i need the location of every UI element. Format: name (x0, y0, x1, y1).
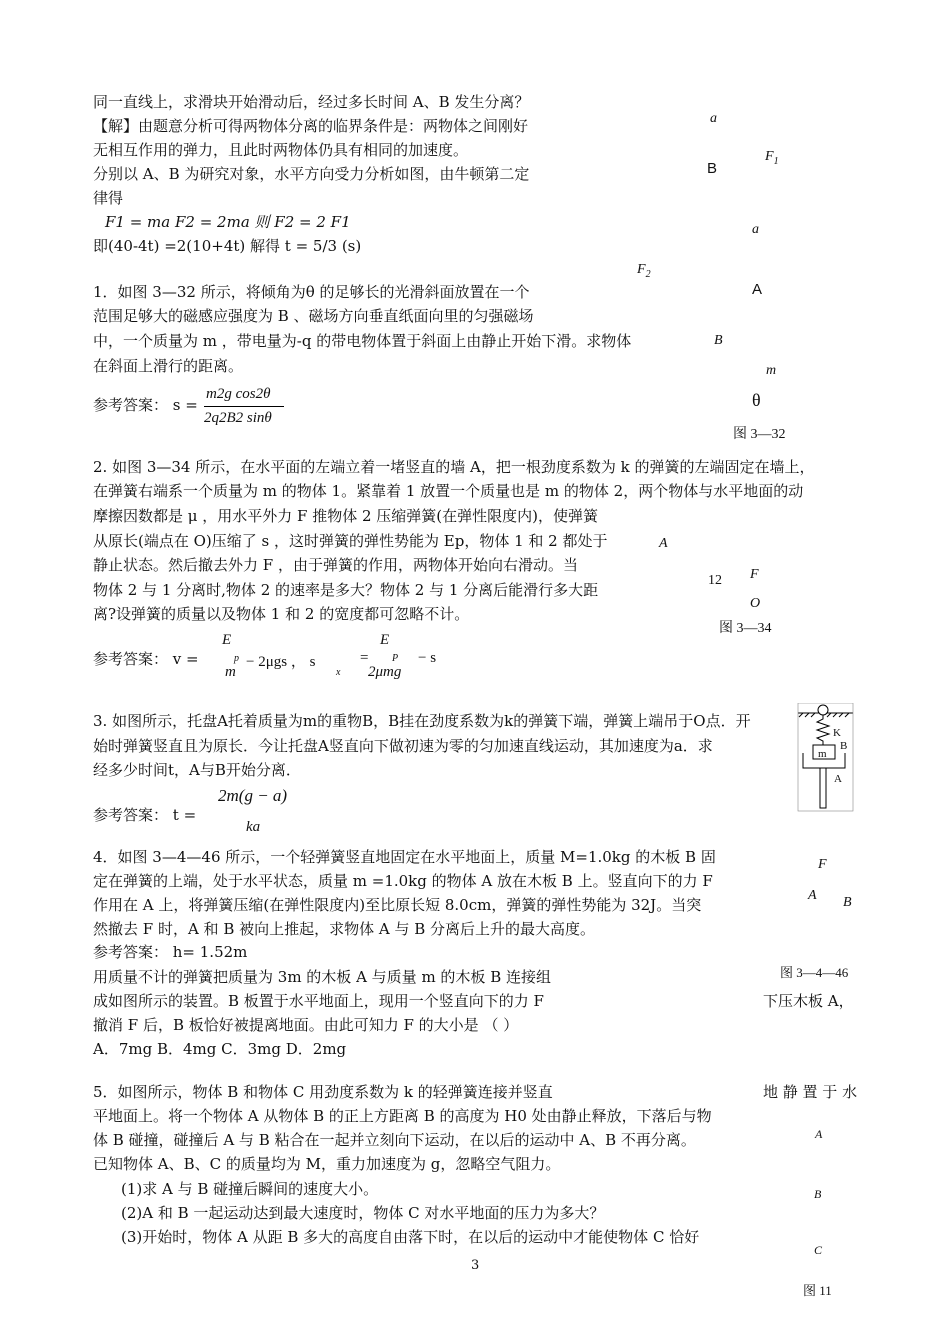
problem-4-text: 作用在 A 上，将弹簧压缩(在弹性限度内)至比原长短 8.0cm，弹簧的弹性势能为 32J。当突 (93, 896, 702, 914)
fig-label-F2: $F_2$ (637, 262, 651, 280)
fig11-label-A: A (815, 1127, 823, 1141)
formula-eq: = (360, 650, 369, 666)
problem-4-text: 然撤去 F 时，A 和 B 被向上推起，求物体 A 与 B 分离后上升的最大高度。 (93, 920, 596, 938)
problem-1-text: 范围足够大的磁感应强度为 B 、磁场方向垂直纸面向里的匀强磁场 (93, 307, 534, 325)
fig3446-caption: 图 3—4—46 (780, 965, 849, 980)
problem-3-text: 经多少时间t，A与B开始分离． (93, 761, 301, 779)
text-line: 即(40-4t) =2(10+4t) 解得 t = 5/3 (s) (93, 237, 362, 255)
fig332-theta: θ (752, 390, 761, 410)
fig334-label-12: 12 (708, 573, 722, 588)
problem-1-text: 在斜面上滑行的距离。 (93, 357, 244, 375)
problem-5-text: 平地面上。将一个物体 A 从物体 B 的正上方距离 B 的高度为 H0 处由静止释放，下落后与物 (93, 1107, 712, 1125)
formula-denominator: 2q2B2 sinθ (204, 410, 272, 426)
problem-4-text: 4．如图 3—4—46 所示，一个轻弹簧竖直地固定在水平地面上，质量 M=1.0kg 的木板 B 固 (93, 848, 716, 866)
problem-1-text: 1．如图 3—32 所示，将倾角为θ 的足够长的光滑斜面放置在一个 (93, 283, 530, 301)
problem-2-text: 静止状态。然后撤去外力 F ，由于弹簧的作用，两物体开始向右滑动。当 (93, 556, 578, 574)
formula-tail: − s (418, 650, 437, 666)
fraction-bar (204, 406, 284, 407)
problem-3-text: 始时弹簧竖直且为原长．今让托盘A竖直向下做初速为零的匀加速直线运动，其加速度为a．求 (93, 737, 713, 755)
fig3446-label-F: F (818, 857, 827, 872)
text-line: 【解】由题意分析可得两物体分离的临界条件是：两物体之间刚好 (93, 117, 529, 135)
text-line: 律得 (93, 189, 124, 207)
fig3446-label-B: B (843, 895, 852, 910)
problem-2-text: 摩擦因数都是 μ ，用水平外力 F 推物体 2 压缩弹簧(在弹性限度内)，使弹簧 (93, 507, 599, 525)
formula-denominator: ka (246, 819, 261, 835)
fig334-label-O: O (750, 596, 761, 611)
question-text: 撤消 F 后，B 板恰好被提离地面。由此可知力 F 的大小是 （ ） (93, 1016, 519, 1034)
problem-5-text: 已知物体 A、B、C 的质量均为 M，重力加速度为 g，忽略空气阻力。 (93, 1155, 561, 1173)
fig11-label-C: C (814, 1243, 823, 1257)
problem-2-text: 在弹簧右端系一个质量为 m 的物体 1。紧靠着 1 放置一个质量也是 m 的物体 2，两个物体与水平地面的动 (93, 482, 804, 500)
problem-5-subq: (2)A 和 B 一起运动达到最大速度时，物体 C 对水平地面的压力为多大？ (121, 1204, 605, 1222)
formula-denominator: 2μmg (368, 664, 402, 680)
formula-numerator: m2g cos2θ (206, 386, 271, 402)
problem-1-text: 中，一个质量为 m ，带电量为-q 的带电物体置于斜面上由静止开始下滑。求物体 (93, 332, 632, 350)
answer-label: 参考答案： s = (93, 396, 198, 414)
problem-5-text: 体 B 碰撞，碰撞后 A 与 B 粘合在一起并立刻向下运动，在以后的运动中 A、B 不再分离。 (93, 1131, 696, 1149)
fig334-label-F: F (750, 567, 759, 582)
problem-5-text: 地 静 置 于 水 (763, 1083, 858, 1101)
problem-2-text: 物体 2 与 1 分离时,物体 2 的速率是多大？物体 2 与 1 分离后能滑行多大距 (93, 581, 599, 599)
problem-2-text: 离?设弹簧的质量以及物体 1 和 2 的宽度都可忽略不计。 (93, 605, 470, 623)
formula-E: E (380, 632, 390, 648)
fig-label-a: a (710, 111, 717, 126)
problem-2-text: 2. 如图 3—34 所示，在水平面的左端立着一堵竖直的墙 A，把一根劲度系数为 k 的弹簧的左端固定在墙上， (93, 458, 815, 476)
fig3446-label-A: A (808, 888, 817, 903)
fig332-label-m: m (766, 363, 777, 378)
fig11-caption: 图 11 (803, 1283, 832, 1298)
problem-5-subq: (3)开始时，物体 A 从距 B 多大的高度自由落下时，在以后的运动中才能使物体 C 恰好 (121, 1228, 700, 1246)
question-text: 成如图所示的装置。B 板置于水平地面上，现用一个竖直向下的力 F (93, 992, 544, 1010)
formula-p-sub: p (234, 653, 239, 664)
choices: A．7mg B．4mg C．3mg D．2mg (93, 1040, 347, 1058)
fig-label-B: B (707, 160, 718, 177)
formula-P-sub: P (392, 653, 399, 664)
text-line: 无相互作用的弹力，且此时两物体仍具有相同的加速度。 (93, 141, 469, 159)
question-text: 用质量不计的弹簧把质量为 3m 的木板 A 与质量 m 的木板 B 连接组 (93, 968, 551, 986)
problem-2-text: 从原长(端点在 O)压缩了 s ，这时弹簧的弹性势能为 Ep，物体 1 和 2 都处于 (93, 532, 608, 550)
formula-Ep: E (222, 632, 232, 648)
problem-3-text: 3. 如图所示，托盘A托着质量为m的重物B，B挂在劲度系数为k的弹簧下端，弹簧上端吊于O点．开 (93, 712, 751, 730)
equation-line: F1 = ma F2 = 2ma 则 F2 = 2 F1 (105, 213, 351, 231)
problem-4-text: 定在弹簧的上端，处于水平状态，质量 m =1.0kg 的物体 A 放在木板 B 上。竖直向下的力 F (93, 872, 713, 890)
fig334-label-A: A (659, 536, 668, 551)
answer-label: 参考答案： v = (93, 650, 199, 668)
fig3-label-A: A (834, 773, 842, 785)
answer-label: 参考答案： h= 1.52m (93, 943, 248, 961)
fig-label-a2: a (752, 222, 759, 237)
text-line: 同一直线上，求滑块开始滑动后，经过多长时间 A、B 发生分离？ (93, 93, 530, 111)
formula-numerator: 2m(g − a) (218, 786, 288, 805)
fig-label-A: A (752, 281, 763, 298)
text-line: 分别以 A、B 为研究对象，水平方向受力分析如图，由牛顿第二定 (93, 165, 530, 183)
page-number: 3 (471, 1258, 480, 1273)
fig-label-F1: $F_1$ (765, 149, 779, 167)
fig3-label-K: K (833, 727, 841, 739)
fig3-label-B: B (840, 740, 848, 752)
fig332-label-B: B (714, 333, 723, 348)
fig334-caption: 图 3—34 (719, 621, 772, 636)
fig3-label-m: m (818, 748, 827, 760)
fig332-caption: 图 3—32 (733, 427, 786, 442)
question-text: 下压木板 A， (763, 992, 854, 1010)
formula-m: m (225, 664, 236, 680)
formula-rest: − 2μgs ， s (246, 654, 316, 670)
formula-x-sub: x (336, 667, 341, 678)
answer-label: 参考答案： t = (93, 806, 197, 824)
fig11-label-B: B (814, 1187, 822, 1201)
problem-5-subq: (1)求 A 与 B 碰撞后瞬间的速度大小。 (121, 1180, 379, 1198)
problem-5-text: 5．如图所示，物体 B 和物体 C 用劲度系数为 k 的轻弹簧连接并竖直 (93, 1083, 553, 1101)
